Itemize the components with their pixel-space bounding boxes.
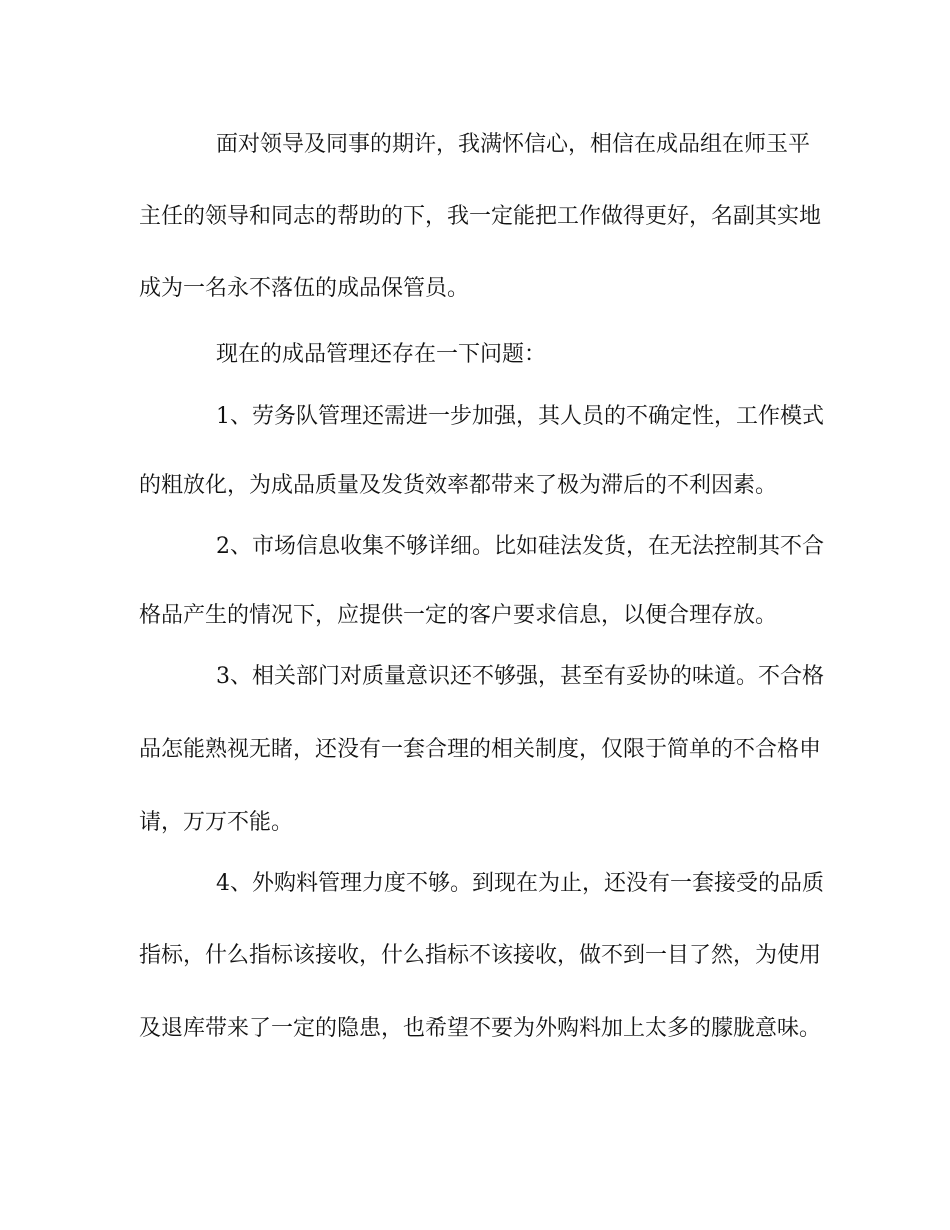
item-3-line-1: 3、相关部门对质量意识还不够强，甚至有妥协的味道。不合格 bbox=[216, 664, 824, 689]
paragraph-1-line-1: 面对领导及同事的期许，我满怀信心，相信在成品组在师玉平 bbox=[216, 132, 811, 157]
paragraph-2-line-1: 现在的成品管理还存在一下问题： bbox=[216, 342, 547, 367]
item-3-line-3: 请，万万不能。 bbox=[139, 810, 294, 835]
paragraph-1-line-3: 成为一名永不落伍的成品保管员。 bbox=[139, 276, 470, 301]
item-2-line-2: 格品产生的情况下，应提供一定的客户要求信息，以便合理存放。 bbox=[139, 603, 778, 628]
item-1-line-1: 1、劳务队管理还需进一步加强，其人员的不确定性，工作模式 bbox=[216, 404, 824, 429]
item-4-line-3: 及退库带来了一定的隐患，也希望不要为外购料加上太多的朦胧意味。 bbox=[139, 1016, 822, 1041]
item-2-line-1: 2、市场信息收集不够详细。比如硅法发货，在无法控制其不合 bbox=[216, 534, 824, 559]
item-3-line-2: 品怎能熟视无睹，还没有一套合理的相关制度，仅限于简单的不合格申 bbox=[139, 737, 822, 762]
paragraph-1-line-2: 主任的领导和同志的帮助的下，我一定能把工作做得更好，名副其实地 bbox=[139, 204, 822, 229]
item-1-line-2: 的粗放化，为成品质量及发货效率都带来了极为滞后的不利因素。 bbox=[139, 473, 778, 498]
item-4-line-1: 4、外购料管理力度不够。到现在为止，还没有一套接受的品质 bbox=[216, 871, 824, 896]
item-4-line-2: 指标，什么指标该接收，什么指标不该接收，做不到一目了然，为使用 bbox=[139, 943, 822, 968]
